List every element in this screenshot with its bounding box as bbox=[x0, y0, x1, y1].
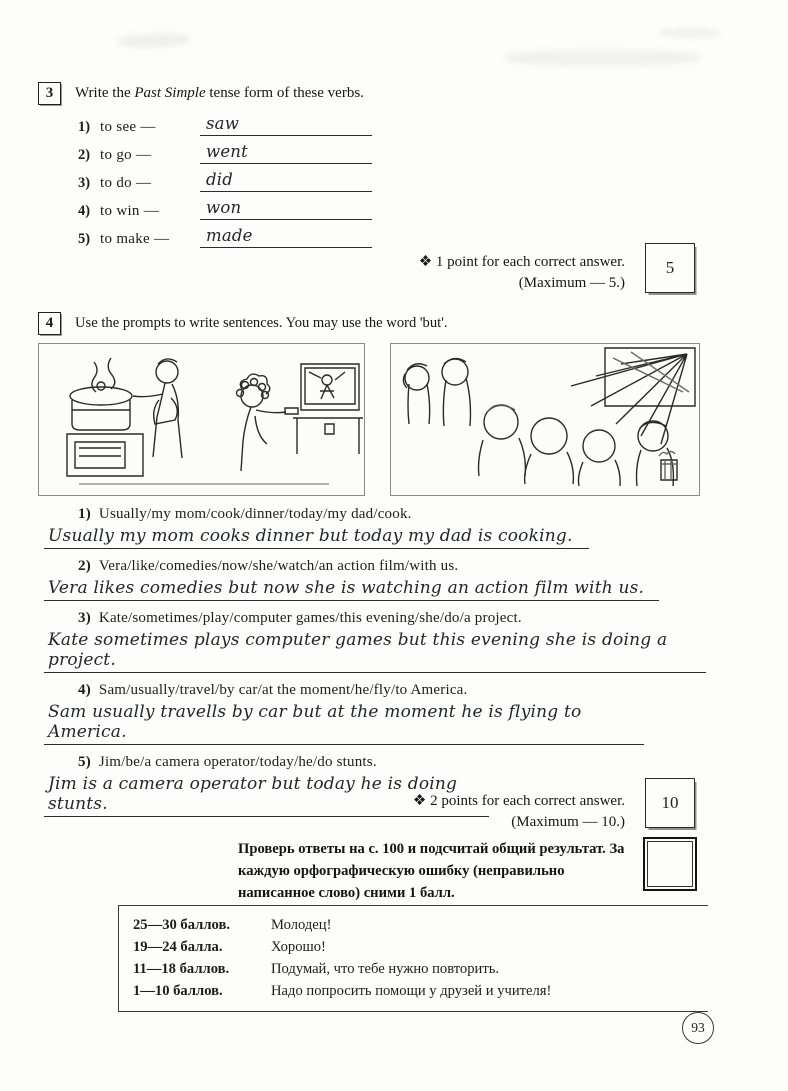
sentence-item bbox=[40, 506, 708, 549]
handwritten-answer: went bbox=[206, 142, 248, 161]
exercise-3-scoring bbox=[419, 252, 625, 294]
sentence-prompt bbox=[78, 754, 708, 771]
cooking-tv-drawing bbox=[39, 344, 364, 495]
table-row bbox=[133, 980, 708, 1002]
prompt-text: Sam/usually/travel/by car/at the moment/he/fly/to America. bbox=[98, 682, 468, 698]
sentence-item bbox=[40, 682, 708, 745]
sentence-item bbox=[40, 610, 708, 673]
scan-artifact bbox=[660, 28, 720, 38]
prompt-text: Kate/sometimes/play/computer games/this evening/she/do/a project. bbox=[98, 610, 522, 626]
sentence-prompt bbox=[78, 682, 708, 699]
answer-line[interactable] bbox=[44, 702, 644, 745]
check-answers-note: Проверь ответы на с. 100 и подсчитай общий результат. За каждую орфографическую ошибку (неправильно написанное слово) сними 1 балл. bbox=[238, 841, 625, 901]
verb-prompt: to make — bbox=[100, 231, 170, 247]
exercise-4-score-box[interactable] bbox=[645, 778, 695, 828]
verb-item bbox=[78, 220, 372, 248]
verb-item bbox=[78, 136, 372, 164]
verb-item bbox=[78, 192, 372, 220]
sentence-prompt bbox=[78, 506, 708, 523]
answer-blank[interactable] bbox=[200, 199, 372, 220]
score-range: 25—30 баллов. bbox=[133, 916, 230, 933]
answer-blank[interactable] bbox=[200, 115, 372, 136]
verb-list bbox=[78, 108, 372, 248]
score-comment: Подумай, что тебе нужно повторить. bbox=[271, 960, 500, 977]
prompt-text: Usually/my mom/cook/dinner/today/my dad/cook. bbox=[98, 506, 412, 522]
item-number: 3) bbox=[78, 175, 91, 191]
handwritten-answer: Jim is a camera operator but today he is doing stunts. bbox=[48, 774, 458, 814]
handwritten-answer: Usually my mom cooks dinner but today my dad is cooking. bbox=[48, 526, 573, 546]
handwritten-answer: Kate sometimes plays computer games but this evening she is doing a project. bbox=[48, 630, 668, 670]
illustration-cinema bbox=[390, 343, 700, 496]
exercise-4-scoring bbox=[413, 791, 625, 833]
scan-artifact bbox=[505, 50, 700, 66]
score-value: 5 bbox=[665, 258, 675, 277]
exercise-3-number-box bbox=[38, 82, 61, 105]
exercise-4-number-box bbox=[38, 312, 61, 335]
prompt-text: Jim/be/a camera operator/today/he/do stunts. bbox=[98, 754, 377, 770]
exercise-3-number: 3 bbox=[45, 85, 54, 101]
table-row bbox=[133, 936, 708, 958]
handwritten-answer: Sam usually travells by car but at the moment he is flying to America. bbox=[48, 702, 582, 742]
item-number: 2) bbox=[78, 147, 91, 163]
handwritten-answer: won bbox=[206, 198, 242, 217]
page-number: 93 bbox=[691, 1020, 705, 1035]
answer-line[interactable] bbox=[44, 526, 589, 549]
item-number: 4) bbox=[78, 203, 91, 219]
item-number: 2) bbox=[78, 558, 91, 574]
scoring-maximum-line: (Maximum — 10.) bbox=[511, 814, 625, 830]
instruction-italic-text: Past Simple bbox=[134, 85, 206, 101]
handwritten-answer: Vera likes comedies but now she is watching an action film with us. bbox=[48, 578, 645, 598]
table-row bbox=[133, 958, 708, 980]
scoring-maximum-line: (Maximum — 5.) bbox=[518, 275, 625, 291]
sentence-list bbox=[40, 506, 708, 826]
sentence-prompt bbox=[78, 610, 708, 627]
exercise-3-instruction bbox=[75, 85, 364, 102]
scoring-points-line: ❖ 2 points for each correct answer. bbox=[412, 793, 625, 809]
verb-item bbox=[78, 164, 372, 192]
answer-blank[interactable] bbox=[200, 171, 372, 192]
exercise-3-score-box[interactable] bbox=[645, 243, 695, 293]
verb-item bbox=[78, 108, 372, 136]
item-number: 4) bbox=[78, 682, 91, 698]
item-number: 1) bbox=[78, 119, 91, 135]
total-score-box[interactable] bbox=[647, 841, 693, 887]
item-number: 5) bbox=[78, 231, 91, 247]
score-comment: Молодец! bbox=[271, 916, 332, 933]
score-comment: Хорошо! bbox=[271, 938, 326, 955]
score-range: 11—18 баллов. bbox=[133, 960, 230, 977]
verb-prompt: to see — bbox=[100, 119, 156, 135]
score-range: 1—10 баллов. bbox=[133, 982, 223, 999]
item-number: 1) bbox=[78, 506, 91, 522]
score-value: 10 bbox=[661, 793, 679, 812]
scan-artifact bbox=[118, 33, 190, 49]
answer-blank[interactable] bbox=[200, 227, 372, 248]
verb-prompt: to win — bbox=[100, 203, 160, 219]
table-row bbox=[133, 914, 708, 936]
verb-prompt: to do — bbox=[100, 175, 152, 191]
illustration-cooking-tv bbox=[38, 343, 365, 496]
item-number: 3) bbox=[78, 610, 91, 626]
item-number: 5) bbox=[78, 754, 91, 770]
exercise-4-instruction: Use the prompts to write sentences. You may use the word 'but'. bbox=[75, 315, 448, 331]
page-number-badge bbox=[682, 1012, 714, 1044]
sentence-item bbox=[40, 558, 708, 601]
score-interpretation-table bbox=[118, 905, 708, 1012]
instruction-text: tense form of these verbs. bbox=[205, 85, 364, 101]
sentence-prompt bbox=[78, 558, 708, 575]
prompt-text: Vera/like/comedies/now/she/watch/an action film/with us. bbox=[98, 558, 459, 574]
score-comment: Надо попросить помощи у друзей и учителя! bbox=[271, 982, 552, 999]
score-range: 19—24 балла. bbox=[133, 938, 223, 955]
handwritten-answer: did bbox=[206, 170, 234, 189]
scoring-points-line: ❖ 1 point for each correct answer. bbox=[418, 254, 625, 270]
cinema-drawing bbox=[391, 344, 699, 495]
verb-prompt: to go — bbox=[100, 147, 152, 163]
answer-line[interactable] bbox=[44, 578, 659, 601]
answer-blank[interactable] bbox=[200, 143, 372, 164]
instruction-text: Write the bbox=[75, 85, 135, 101]
exercise-4-number: 4 bbox=[45, 315, 54, 331]
handwritten-answer: made bbox=[206, 226, 253, 245]
answer-line[interactable] bbox=[44, 630, 706, 673]
handwritten-answer: saw bbox=[206, 114, 240, 133]
